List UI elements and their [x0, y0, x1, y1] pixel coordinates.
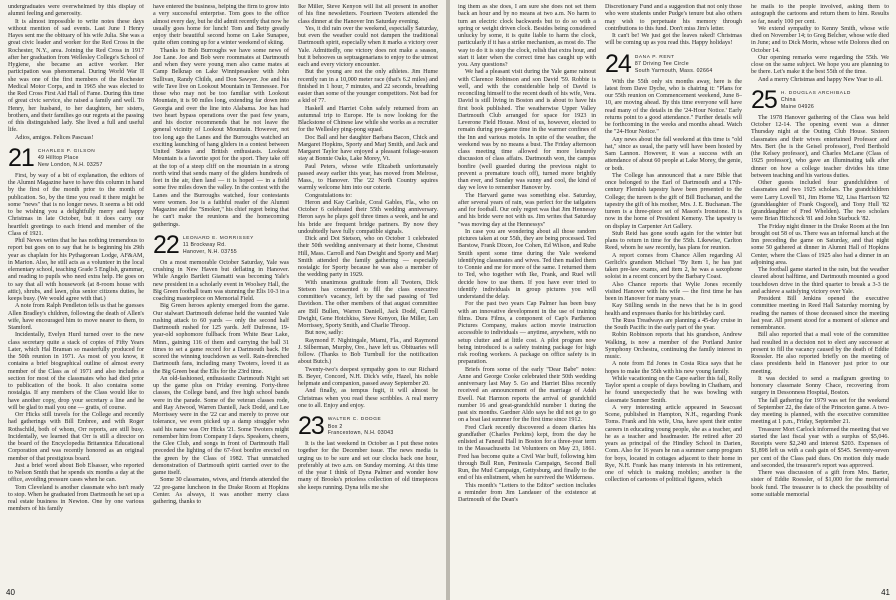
column-paragraph: We had a pleasant visit during the Yale game rainout with Clarence Robinson and son David '59. Robbie is well, and with the considerable help of David is reconciling himself to the recent death of his wife, Vera. David is still living in Boston and is about to have his first book published. The weatherwise Upper Valley Dartmouth Club arranged for space for 1923 in Leverone Field House. Most of us, however, elected to remain during pre-game time in the warmer confines of the Inn and various motels. In spite of the weather, the weekend was by no means a bust. The Friday afternoon class meeting time allowed for more leisurely discussion of class affairs. Dartmouth won, the campus bonfire (well guarded during the previous night to prevent a premature touch off), turned more brightly than ever, and Sunday was sunny and cool, the kind of day we love to remember Hanover by.	[458, 69, 596, 192]
class-heading-23	[298, 412, 438, 440]
column-paragraph: Treasurer Mort Carlock informed the meeting that we started the last fiscal year with a surplus of $5,046. Receipts were $2,240 and interest $203. Expenses of $1,898 left us with a cash gain of $545. Seventy-seven per cent of the Class paid dues. On motion duly made and seconded, the treasurer's report was approved.	[751, 426, 889, 469]
column-paragraph: ing them as she does, I am sure she does not set them back an hour and by no means at two a.m. No harm to turn an electric clock backwards but to do so with a spring or weight driven clock. Besides being considered unlucky by some, it is quite liable to harm the clock, particularly if it has a strike mechanism, as most do. The way to do it is stop the clock, relish that extra hour, and start it later when the correct time has caught up with you. Any questions?	[458, 4, 596, 68]
column-paragraph: And a merry Christmas and happy New Year to all.	[758, 76, 883, 83]
column-paragraph: Also Chance reports that Wylie Jones recently visited Hanover with his wife — the first time he has been in Hanover for many years.	[605, 281, 742, 302]
column-paragraph: A report comes from Chance Allen regarding Al Gerlich's grandson Michael "By Item 1, he has just taken pre-law exams, and item 2, he was a saxophone soloist in a recent concert by the Barbary Coast.	[605, 252, 742, 281]
column-paragraph: Bill also reported that a mail vote of the committee had resulted in a decision not to elect any successor at present to fill the vacancy caused by the death of Eddie Roessler. He also reported briefly on the meeting of class presidents held in Hanover just prior to our meeting.	[751, 332, 889, 375]
right-page	[450, 0, 896, 600]
column-paragraph: he mails to the people involved, asking them to autograph the cartoons and return them to him. Results so far, nearly 100 per cent.	[751, 4, 889, 25]
right-column-1	[458, 4, 596, 578]
class-heading-24	[605, 49, 742, 78]
right-column-3	[751, 4, 889, 578]
column-paragraph: Adios, amigos. Felices Pascuas!	[15, 134, 94, 141]
column-paragraph: It is the last weekend in October as I put these notes together for the December issue. The news media is urging us to be sure and set our clocks back one hour, preferably at two a.m. on Sunday morning. At this time of the year I think of Dyna Palmer and wonder how many of Brooks's priceless collection of old timepieces she keeps running. Dyna tells me she	[298, 441, 438, 491]
column-paragraph: Just a brief word about Bob Elsasser, who reported to Nelson Smith that he spends six months a day at the office, avoiding pressure cases when he can.	[8, 462, 144, 484]
column-paragraph: have entered the business, helping the firm to grow into a very successful enterprise. Tom goes to the office almost every day, but he did admit recently that now he usually goes home for lunch! Tom and Betty greatly enjoy their beautiful second home on Lake Sunapee, quite often coming up for a winter weekend of skiing.	[153, 4, 289, 47]
column-paragraph: The College has announced that a rare Bible that once belonged to the Earl of Dartmouth and a 17th-century Flemish tapestry have been presented to the College; the tureen is the gift of Bill Buchanan, and the tapestry the gift of his mother, Mrs. J. E. Buchanan. The tureen is a three-piece set of Mason's Ironstone. It is now in the home of President Kemeny. The tapestry is on display in Carpenter Art Gallery.	[605, 172, 742, 230]
column-paragraph: Thanks to Bob Burroughs we have some news of Joe Lane. Joe and Bob were roommates at Dartmouth and when they were young men also came mates at Camp Belknap on Lake Winnipesaukee with John Sullivan, Randy Childs, and Don Sawyer. Joe and his wife Tave live on Lookout Mountain in Tennessee. For those who may not be too familiar with Lookout Mountain, it is 90 miles long, extending far down into Georgia and over the line into Alabama. Joe has had two heart bypass operations over the past few years, and his doctor recommends that he not leave the general vicinity of Lookout Mountain. However, not too long ago the Lanes and the Burroughs watched an exciting launching of hang gliders in a contest between United States and British enthusiasts. Lookout Mountain is a favorite spot for the sport. They take off at the top of a steep cliff on the mountain in a strong north wind that sends many of the gliders hundreds of feet in the air, then land — it is hoped — in a field some five miles down the valley. In the contest with the Lanes and the Burroughs watched, four contestants were women. Joe is a faithful reader of the Alumni Magazine and the "Smoker," his chief regret being that he can't make the reunions and the homecoming gatherings.	[153, 47, 289, 228]
column-paragraph: Phil Neves writes that he has nothing tremendous to report but goes on to say that he is beginning his 29th year as chaplain for his Pythagorean Lodge, AF&AM, in Marion. Also, he still acts as a volunteer in the local elementary school, teaching Grade 5 English, grammar, and reading to pupils who need extra help. He goes on to say that all with housework (at 8-room house with attic), shrubs, and lawn, plus senior citizens duties, he keeps busy. (We would agree with that.)	[8, 238, 144, 302]
left-column-1	[8, 4, 144, 578]
column-paragraph: It can't be! We just got the leaves raked! Christmas will be coming up as you read this. Happy holidays!	[605, 33, 742, 47]
column-paragraph: Doc Ball and her daughter Barbara Bacon, Chick and Margaret Hopkins, Sporty and Marj Smith, and Jack and Margaret Taylor have enjoyed a pleasant foliage-season stay at Bonnie Oaks, Lake Morey, Vt.	[298, 134, 438, 163]
column-paragraph: Congratulations to:	[305, 192, 352, 199]
column-paragraph: It was decided to send a mailgram greeting to honorary classmate Sonny Chace, recovering from surgery in Dessonness Hospital, Boston.	[751, 375, 889, 397]
left-page	[0, 0, 446, 600]
column-paragraph: The 1978 Hanover gathering of the Class was held October 12-14. The opening event was a dinner Thursday night at the Outing Club House. Sixteen classmates and their wives entertained Professor and Mrs. Bert (he is the Geisel professor), Fred Berthold (the Kelsey professor), and Charles McLane (Class of 1925 professor), who gave an illuminating talk after dinner on how a college teacher divides his time between teaching and his various duties.	[751, 114, 889, 179]
column-paragraph: Orr Hicks still travels for the College and recently had gatherings with Bill Embree, and with Roger Rothschild, both of whom, Orr reports, are still busy. Incidentally, we learned that Orr is still a director on the board of the Encyclopedia Britannica Educational Corporation and was recently honored as an original member of that prestigious board.	[8, 412, 144, 462]
column-paragraph: Paul Peters, whose wife Elizabeth unfortunately passed away earlier this year, has moved from Melrose, Mass., to Hanover. The '22 North Country squires warmly welcome him into our coterie.	[298, 163, 438, 192]
column-paragraph: Robin Robinson reports that his grandson, Andrew Walking, is now a member of the Portland Junior Symphony Orchestra, continuing the family interest in music.	[605, 332, 742, 360]
column-paragraph: We extend sympathy to Kenny Smith, whose wife died on November 14; to Greg Belcher, whose wife died in June; and to Dick Morin, whose wife Dolores died on October 14.	[751, 25, 889, 54]
class-number: 22	[153, 230, 179, 259]
class-secretary-address: LEONARD E. MORRISSEY 11 Brockway Rd. Hanover, N.H. 03755	[182, 235, 254, 255]
class-heading-21	[8, 143, 144, 172]
column-paragraph: Yes, it did rain over the weekend, especially Saturday, but even the weather could not dampen the traditional Dartmouth spirit, especially when it marks a victory over Yale. Admittedly, one victory does not make a season, but it behooves us septuagenarians to enjoy to the utmost each and every victory encounter.	[298, 25, 438, 68]
column-paragraph: The Harvard game was something else. Saturday, after several years of rain, was perfect for the tailgaters and for football. Our only regret was that Jim Hennessy and his bride were not with us. Jim writes that Saturday "was moving day at the Hennessys"	[458, 192, 596, 228]
column-paragraph: Big Green heroes aplenty emerged from the game. Our stalwart Dartmouth defense held the vaunted Yale rushing attack to 60 yards — only the second half Dartmouth rushed for 125 yards. Jeff Dufresne, 19-year-old sophomore fullback from White Bear Lake, Minn., gaining 116 of them and carrying the ball 31 times to set a game record for a Dartmouth back. He scored the winning touchdown as well. Rain-drenched Dartmouth fans, including many Twoters, loved it as the Big Green beat the Elis for the 23rd time.	[153, 303, 289, 375]
column-paragraph: Our opening remarks were regarding the 55th. We close on the same subject. We hope you are planning to be there. Let's make it the best 55th of the time.	[751, 54, 889, 76]
column-paragraph: Heron and Kay Carlisle, Coral Gables, Fla., who on October 6 celebrated their 55th wedding anniversary. Heron says he plays golf three times a week, and he and his bride are frequent bridge partners. By now they undoubtedly have fully compatible signals.	[298, 199, 438, 235]
column-paragraph: First, by way of a bit of explanation, the editors of the Alumni Magazine have to have this column in hand by the first of the month prior to the month of publication. So, by the time you read it there might be some "news" that is no longer news. It seems a bit odd to be wishing you a delightfully merry and happy Christmas in late October, but it does carry our heartfelt greetings to each friend and member of the Class of 1921.	[8, 172, 144, 237]
page-number: 41	[881, 588, 890, 597]
right-column-2	[605, 4, 742, 578]
column-paragraph: Stub Reid has gone south again for the winter but plans to return in time for the 55th. Likewise, Carlton Reed, whom he saw recently, has plans for reunion.	[605, 230, 742, 252]
column-paragraph: Kay Stilling sends in the news that he is in good health and expresses thanks for his birthday card.	[605, 303, 742, 317]
column-paragraph: Dick and Dot Stetson, who on October 1 celebrated their 50th wedding anniversary at their home, Chestnut Hill, Mass. Carroll and Nan Dwight and Sporty and Marj Smith attended the family gathering — especially nostalgic for Sporty because he was also a member of the wedding party in 1929.	[298, 236, 438, 279]
class-number: 21	[8, 143, 34, 172]
column-paragraph: Briefs from some of the early "Dear Babe" notes: Anne and George Cooke celebrated their 50th wedding anniversary last May 5. Go and Harriet Bliss recently received an announcement of the marriage of Adah Ewell. Nat Harmon reports the arrival of grandchild number 16 and great-grandchild number 1 during the past six months. Gardner Aldo says he did not go to go on a boat last summer for the first time since 1912.	[458, 366, 596, 424]
column-paragraph: While vacationing on the Cape earlier this fall, Rolly Taylor spent a couple of days bowling in Chatham, and he found unexpectedly that he was bowling with classmate Sumner Smith.	[605, 375, 742, 404]
column-paragraph: The football game started in the rain, but the weather cleared about halftime, and Dartmouth mounted a good touchdown drive in the third quarter to break a 3-3 tie and achieve a satisfying victory over Yale.	[751, 267, 889, 295]
left-column-2	[153, 4, 289, 578]
class-heading-22	[153, 230, 289, 259]
class-heading-25	[751, 85, 889, 114]
column-paragraph: Other guests included four grandchildren of classmates and two 1925 scholars. The grandchildren were Larry Lovell '81, Jim Horne '82, Lisa Harrison '82 (granddaughter of Frank Osgood), and Tony Hull '82 (granddaughter of Fred Whelden). The two scholars were Brian Hitchcock '81 and John Starbuck '82.	[751, 180, 889, 223]
column-paragraph: A very interesting article appeared in Seacoast Scene, published in Hampton, N.H., regarding Frank Toms. Frank and his wife, Una, have spent their entire careers in educating young people, she as a teacher, and he as a teacher and headmaster. He retired after 20 years as principal of the Hindley School in Darien, Conn. Also for 16 years he ran a summer camp program for boys, located in cottages adjacent to their home in Rye, N.H. Frank has many interests in his retirement, one of which is making mobiles; another is the collection of cartoons of political figures, which	[605, 404, 742, 484]
class-secretary-address: H. DOUGLAS ARCHIBALD China Maine 04926	[780, 90, 851, 110]
column-paragraph: Tom Cleveland is another classmate who isn't ready to stop. When he graduated from Dartmouth he set up a real estate business in Newton. One by one various members of his family	[8, 484, 144, 513]
column-paragraph: It is almost impossible to write notes these days without mention of sad events. Last June I Henry Hayes sent me the obituary of his wife Julia. She was a great civic leader and worker for the Red Cross in the Rochester, N.Y., area. Joining the Red Cross in 1917 after her graduation from Wellesley College's School of Hygiene, she became an active worker. Her participation was phenomenal. During World War II she was one of the first members of the Rochester Medical Motor Corps, and in 1965 she was elected to the Red Cross First Aid Hall of Fame. During this time of great civic service, she raised a family and well. To Henry, her husband, to her daughters, her sisters, brothers, and their families go our regrets at the passing of this distinguished lady. She lived a full and useful life.	[8, 18, 144, 134]
column-paragraph: With unanimous gratitude from all Twoters, Dick Stetson has consented to fill the class executive committee's vacancy, left by the sad passing of Ted Davidson. The other members of that august committee are Bill Bullen, Warren Daniell, Jack Dodd, Carroll Dwight, Gene Hotchkiss, Steve Kenyon, Ike Miller, Len Morrissey, Sporty Smith, and Charlie Throop.	[298, 279, 438, 329]
column-paragraph: On a most memorable October Saturday, Yale was crushing in New Haven but deflating in Hanover. While Angelo Bartlett Giamatti was becoming Yale's new president in a scholarly event in Woolsey Hall, the Big Green football team was stunning the Elis 10-3 in a coaching masterpiece on Memorial Field.	[153, 259, 289, 302]
column-paragraph: Incidentally, Evelyn Hurd turned over to the new class secretary quite a stack of copies of Fifty Years Later, which Hal Braman so masterfully produced for the 50th reunion in 1971. As most of you know, it contains a brief biographical outline of almost every member of the Class as of 1971 and also includes a section for most of the classmates who had died prior to publication of the book. It also contains some nostalgia. If any members of the Class would like to have another copy, drop your secretary a line and he will be glad to mail you one — gratis, of course.	[8, 332, 144, 411]
column-paragraph: undergraduates were overwhelmed by this display of alumni feeling and generosity.	[8, 4, 144, 18]
column-paragraph: Discretionary Fund and a suggestion that not only those who were students under Pudge's tenure but also others may wish to perpetuate his memory through contributions to this fund. Don't miss Jim's letter.	[605, 4, 742, 32]
column-paragraph: With the 55th only six months away, here is the latest from Dave Dyche, who is chairing it: "Plans for our 55th reunion on Commencement weekend, June 8–10, are moving ahead. By this time everyone will have read many of the details in the '24-Hour Notice.' Early returns point to a good attendance." Further details will be forthcoming in the weeks and months ahead. Watch the "24-Hour Notice."	[605, 78, 742, 136]
class-secretary-address: DANA P. RENT 87 Driving Tee Circle South Yarmouth, Mass. 02664	[634, 54, 713, 74]
left-column-3	[298, 4, 438, 578]
column-paragraph: The Russ Treadways are planning a 45-day cruise in the South Pacific in the early part of the year.	[605, 317, 742, 331]
column-paragraph: In case you are wondering about all those random pictures taken at our 55th, they are being processed. Ted Barstow, Frank Dixon, Joe Cohen, Ed Wilson, and Rube Smith spent some time during the Yale weekend identifying classmates and wives. Ted then mailed them to Connie and me for more of the same. I returned them to Ted, who together with Ike, Frank, and Ruel will decide how to use them. If you have ever tried to identify individuals in group pictures you will understand the delay.	[458, 228, 596, 300]
column-paragraph: Fred Clark recently discovered a dozen diaries his grandfather (Charles Perkins) kept, from the day he enlisted at Faneuil Hall in Boston for a three-year term in the Massachusetts 1st Volunteers on May 23, 1861. Fred has become quite a Civil War buff, following him through Bull Run, Peninsula Campaign, Second Bull Run, the Mud Campaign, Gettysburg, and finally to the end of his enlistment, when he survived the Wilderness.	[458, 424, 596, 482]
column-paragraph: Ike Miller, Steve Kenyon will list all present in another of his fine newsletters. Fourteen Twoters attended the class dinner at the Hanover Inn Saturday evening.	[298, 4, 438, 25]
class-secretary-address: WALTER C. DODGE Box 2 Francestown, N.H. 03043	[327, 417, 394, 437]
class-secretary-address: CHARLES P. GILSON 49 Hilltop Place New London, N.H. 03257	[37, 148, 103, 168]
column-paragraph: Raymond F. Nightingale, Miami, Fla., and Raymond J. Silberman, Murphy, Ore., have left us. Obituaries will follow. (Thanks to Bob Turnbull for the notification about Butch.)	[298, 337, 438, 366]
class-number: 25	[751, 85, 777, 114]
column-paragraph: And finally, as tempus fugit, it will almost be Christmas when you read these scribbles. A real merry one to all. Enjoy and enjoy.	[298, 388, 438, 409]
column-paragraph: The fall gathering for 1979 was set for the weekend of September 22, the date of the Princeton game. A two-day meeting is planned, with the executive committee meeting at 1 p.m., Friday, September 21.	[751, 397, 889, 426]
class-number: 23	[298, 412, 324, 440]
column-paragraph: An old-fashioned, enthusiastic Dartmouth Night set up the game plus on Friday evening. Forty-three classes, the College band, and five high school bands were in the parade. Some of the veteran classes rode, and Ray Atwood, Warren Daniell, Jack Dodd, and Lee Morrissey were in the '22 car and merely to prove our tolerance, we even picked up a damp straggler who said his name was Orr Hicks '21. Some Twoters might remember him from Company I days. Speakers, cheers, the Glee Club, and songs in front of Dartmouth Hall preceded the lighting of the 67-foot bonfire erected on the green by the Class of 1982. That unmatched demonstration of Dartmouth spirit carried over to the game itself.	[153, 375, 289, 476]
column-paragraph: This month's "Letters to the Editor" section includes a reminder from Jim Landauer of the existence at Dartmouth of the Dean's	[458, 482, 596, 503]
column-paragraph: Haskell and Harriet Cohn safely returned from an autumnal trip to Europe. He is now looking for the Blackstone of Chinese law while she works as a recruiter for the Wellesley ping-pong squad.	[298, 105, 438, 134]
column-paragraph: Any news about the fall weekend at this time is "old hat," since as usual, the party will have been hosted by Sam Lannon. However, it was a success with an attendance of about 60 people at Lake Morey, the genie, or both.	[605, 136, 742, 172]
column-paragraph: A note from Ralph Pendleton tells us that he guesses Allen Bradley's children, following the death of Allen's wife, have encouraged him to move nearer to them, to Stamford.	[8, 303, 144, 331]
column-paragraph: Twenty-two's deepest sympathy goes to our Richard B. Beyer, Concord, N.H. Dick's wife, Hazel, his noble helpmate and companion, passed away September 20.	[298, 366, 438, 387]
column-paragraph: But now, sadly:	[305, 330, 344, 337]
page-number: 40	[6, 588, 15, 597]
column-paragraph: There was discussion of a gift from Mrs. Barter, sister of Eddie Roessler, of $1,000 for the memorial book fund. The treasurer is to check the possibility of some suitable memorial	[751, 470, 889, 498]
column-paragraph: President Bill Jenkins opened the executive committee meeting in Reed Hall Saturday morning by reading the names of those deceased since the meeting last year. All present stood for a moment of silence and remembrance.	[751, 296, 889, 331]
class-number: 24	[605, 49, 631, 78]
column-paragraph: But the young are not the only athletes. Jim Hume recently ran in a 10,000 meter race (that's 6.2 miles) and finished in 1 hour, 7 minutes, and 22 seconds, breathing easier than some of the younger competitors. Not bad for a kid of 77.	[298, 69, 438, 105]
column-paragraph: Some 30 classmates, wives, and friends attended the '22 pre-game luncheon in the Drake Room at Hopkins Center. As always, it was another merry class gathering, thanks to	[153, 477, 289, 505]
column-paragraph: The Friday night dinner in the Drake Room at the Inn brought out 58 of us. There was an informal lunch at the Inn preceding the game on Saturday, and that night some 50 gathered at dinner in Alumni Hall of Hopkins Center, where the Class of 1925 also had a dinner in an adjoining area.	[751, 223, 889, 266]
column-paragraph: For the past two years Cap Palmer has been busy with an innovative development in the use of training films. Dura Films, a component of Cap's Parthenon Pictures Company, makes action movie instruction accessible to individuals — anytime, anywhere, with no setup clutter and at little cost. A pilot program now being introduced is a safety training package for high risk roofing workers. A package on office safety is in preparation.	[458, 301, 596, 366]
column-paragraph: A note from Ed Jones in Costa Rica says that he hopes to make the 55th with his new young family.	[605, 361, 742, 375]
